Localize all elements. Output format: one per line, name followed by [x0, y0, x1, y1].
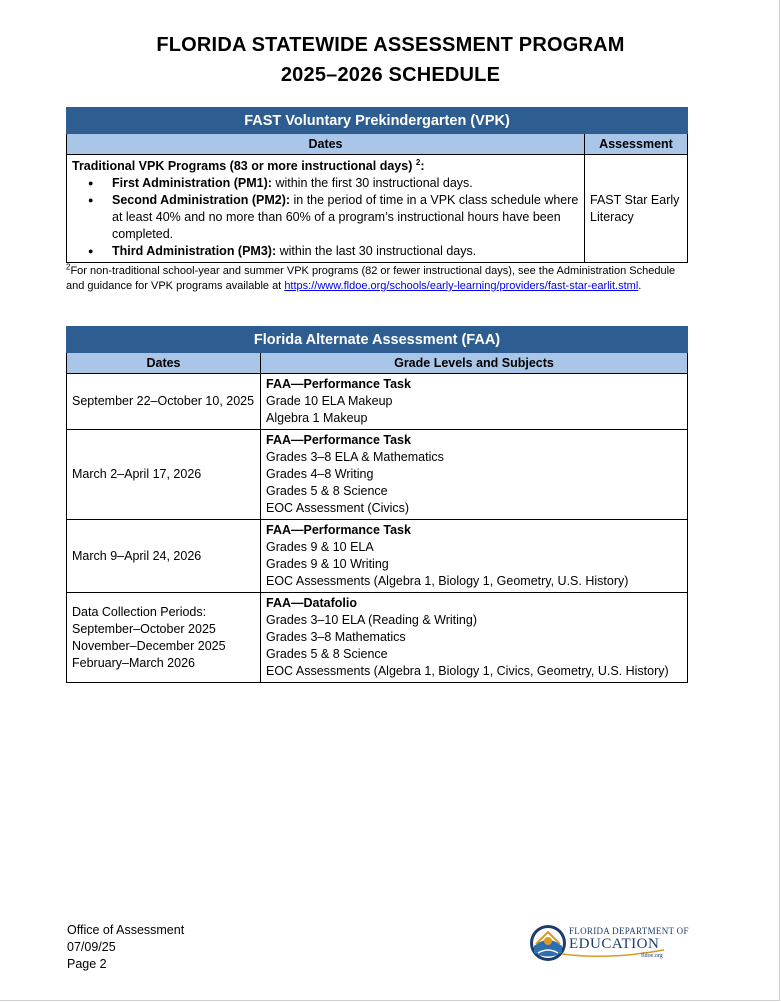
faa-date-line: September–October 2025 [72, 621, 216, 636]
faa-subject-heading: FAA—Performance Task [266, 523, 411, 537]
faa-subject-line: Algebra 1 Makeup [266, 411, 368, 425]
faa-subject-line: Grades 3–8 ELA & Mathematics [266, 450, 444, 464]
faa-subject-line: Grades 9 & 10 ELA [266, 540, 374, 554]
faa-date-line: Data Collection Periods: [72, 604, 207, 619]
faa-table-row [67, 374, 688, 430]
vpk-col-dates: Dates [67, 134, 585, 155]
faa-col-dates: Dates [67, 353, 261, 374]
faa-band-title: Florida Alternate Assessment (FAA) [67, 327, 688, 353]
faa-subject-line: Grades 5 & 8 Science [266, 484, 388, 498]
faa-subjects-cell [261, 593, 688, 683]
faa-subjects-cell [261, 374, 688, 430]
faa-subject-heading: FAA—Performance Task [266, 377, 411, 391]
faa-subject-heading: FAA—Datafolio [266, 596, 357, 610]
faa-table-row [67, 593, 688, 683]
faa-subject-line: Grades 9 & 10 Writing [266, 557, 389, 571]
page-title: FLORIDA STATEWIDE ASSESSMENT PROGRAM [156, 34, 625, 56]
vpk-dates-cell [67, 155, 585, 263]
footer-page-number: Page 2 [67, 957, 107, 971]
faa-date-line: November–December 2025 [72, 638, 226, 653]
faa-subject-line: EOC Assessment (Civics) [266, 501, 410, 515]
faa-table [66, 326, 688, 683]
vpk-guidance-link[interactable]: https://www.fldoe.org/schools/early-learning/providers/fast-star-earlit.stml [284, 280, 639, 292]
footer-date: 07/09/25 [67, 940, 116, 954]
faa-subjects-cell [261, 430, 688, 520]
faa-subject-line: Grade 10 ELA Makeup [266, 394, 393, 408]
footer-office: Office of Assessment [67, 923, 185, 937]
vpk-admin-item: ● Third Administration (PM3): within the last 30 instructional days. [112, 243, 579, 260]
page-subtitle: 2025–2026 SCHEDULE [280, 64, 501, 86]
vpk-admin-item: ● First Administration (PM1): within the first 30 instructional days. [112, 175, 579, 192]
faa-subject-line: Grades 3–8 Mathematics [266, 630, 406, 644]
faa-subjects-cell [261, 520, 688, 593]
faa-date-line: March 2–April 17, 2026 [72, 467, 202, 481]
faa-table-row [67, 520, 688, 593]
faa-subject-line: Grades 4–8 Writing [266, 467, 374, 481]
logo-text-education: EDUCATION [569, 936, 660, 952]
vpk-admin-item: ● Second Administration (PM2): in the period of time in a VPK class schedule where at least 40% and no more than 60% of a program’s instructional hours have been completed. [112, 192, 579, 243]
faa-subject-line: Grades 3–10 ELA (Reading & Writing) [266, 613, 477, 627]
faa-dates-cell [67, 374, 261, 430]
faa-date-line: March 9–April 24, 2026 [72, 548, 202, 563]
footer [67, 922, 184, 973]
vpk-admin-list [72, 175, 579, 260]
faa-subject-line: Grades 5 & 8 Science [266, 647, 388, 661]
faa-dates-cell [67, 430, 261, 520]
vpk-footnote: $^2$For non-traditional school-year and summer VPK programs (82 or fewer instructional days), see the Administration Schedule and guidance for VPK programs available at https://www.fldoe.org/schools/early-learning/providers/fast-star-earlit.stml. [66, 262, 676, 292]
vpk-heading: Traditional VPK Programs (83 or more instructional days) $^2$: [72, 157, 425, 173]
vpk-assessment-cell: FAST Star Early Literacy [585, 155, 688, 263]
vpk-table [66, 107, 688, 263]
vpk-band-title: FAST Voluntary Prekindergarten (VPK) [67, 108, 688, 134]
faa-subject-line: EOC Assessments (Algebra 1, Biology 1, Geometry, U.S. History) [266, 574, 629, 588]
vpk-col-assessment: Assessment [585, 134, 688, 155]
logo-text-url: fldoe.org [641, 953, 663, 959]
faa-dates-cell [67, 593, 261, 683]
faa-date-line: September 22–October 10, 2025 [72, 394, 255, 408]
faa-dates-cell [67, 520, 261, 593]
faa-subject-heading: FAA—Performance Task [266, 433, 411, 447]
faa-date-line: February–March 2026 [72, 655, 195, 670]
faa-subject-line: EOC Assessments (Algebra 1, Biology 1, Civics, Geometry, U.S. History) [266, 664, 669, 678]
logo-text-department: FLORIDA DEPARTMENT OF [569, 926, 689, 936]
faa-table-row [67, 430, 688, 520]
faa-col-subjects: Grade Levels and Subjects [261, 353, 688, 374]
